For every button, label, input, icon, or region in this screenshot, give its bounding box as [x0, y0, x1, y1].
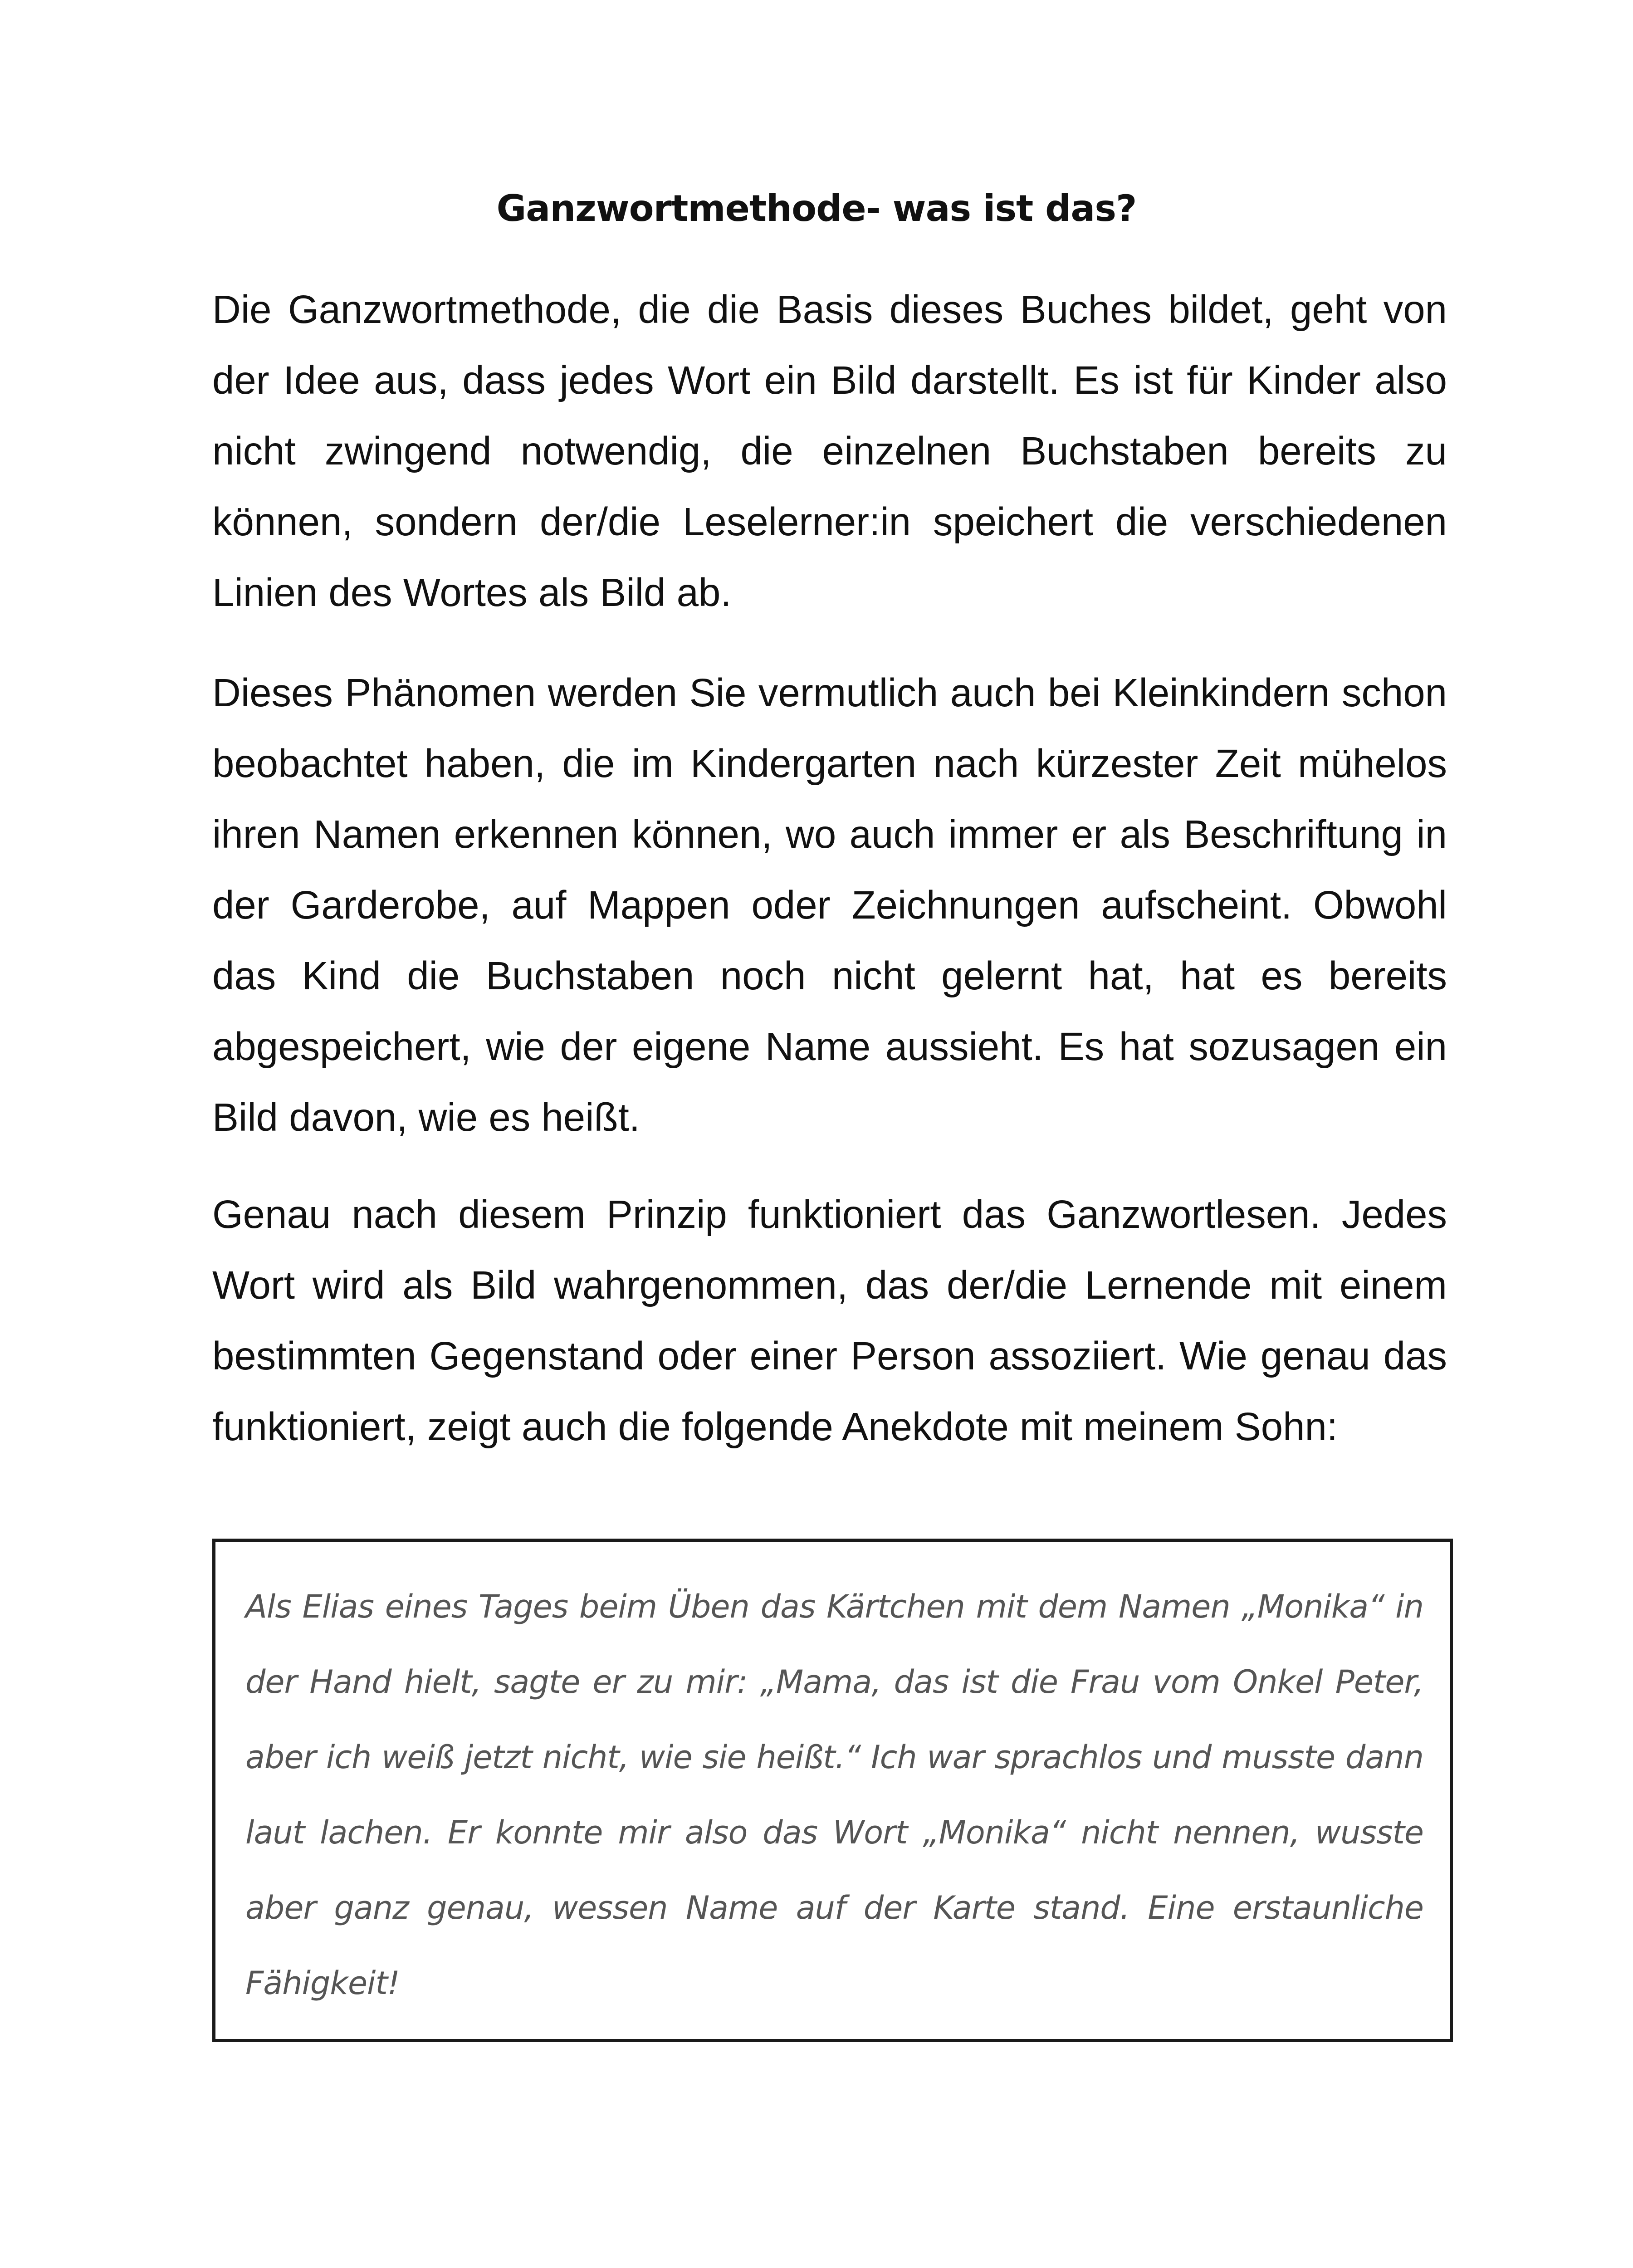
- anecdote-box: [212, 1539, 1453, 2042]
- paragraph-3: Genau nach diesem Prinzip funktioniert das Ganzwortlesen. Jedes Wort wird als Bild wahrgenommen, das der/die Lernende mit einem bestimmten Gegenstand oder einer Person assoziiert. Wie genau das funktioniert, zeigt auch die folgende Anekdote mit meinem Sohn:: [212, 1193, 1447, 1449]
- paragraph-1: Die Ganzwortmethode, die die Basis dieses Buches bildet, geht von der Idee aus, dass jedes Wort ein Bild darstellt. Es ist für Kinder also nicht zwingend notwendig, die einzelnen Buchstaben bereits zu können, sondern der/die Leselerner:in speichert die verschiedenen Linien des Wortes als Bild ab.: [212, 288, 1447, 615]
- anecdote-text: Als Elias eines Tages beim Üben das Kärtchen mit dem Namen „Monika“ in der Hand hielt, sagte er zu mir: „Mama, das ist die Frau vom Onkel Peter, aber ich weiß jetzt nicht, wie sie heißt.“ Ich war sprachlos und musste dann laut lachen. Er konnte mir also das Wort „Monika“ nicht nennen, wusste aber ganz genau, wessen Name auf der Karte stand. Eine erstaunliche Fähigkeit!: [245, 1588, 1423, 2002]
- paragraph-2: Dieses Phänomen werden Sie vermutlich auch bei Kleinkindern schon beobachtet haben, die im Kindergarten nach kürzester Zeit mühelos ihren Namen erkennen können, wo auch immer er als Beschriftung in der Garderobe, auf Mappen oder Zeichnungen aufscheint. Obwohl das Kind die Buchstaben noch nicht gelernt hat, hat es bereits abgespeichert, wie der eigene Name aussieht. Es hat sozusagen ein Bild davon, wie es heißt.: [212, 671, 1447, 1139]
- page-title: Ganzwortmethode- was ist das?: [496, 187, 1137, 230]
